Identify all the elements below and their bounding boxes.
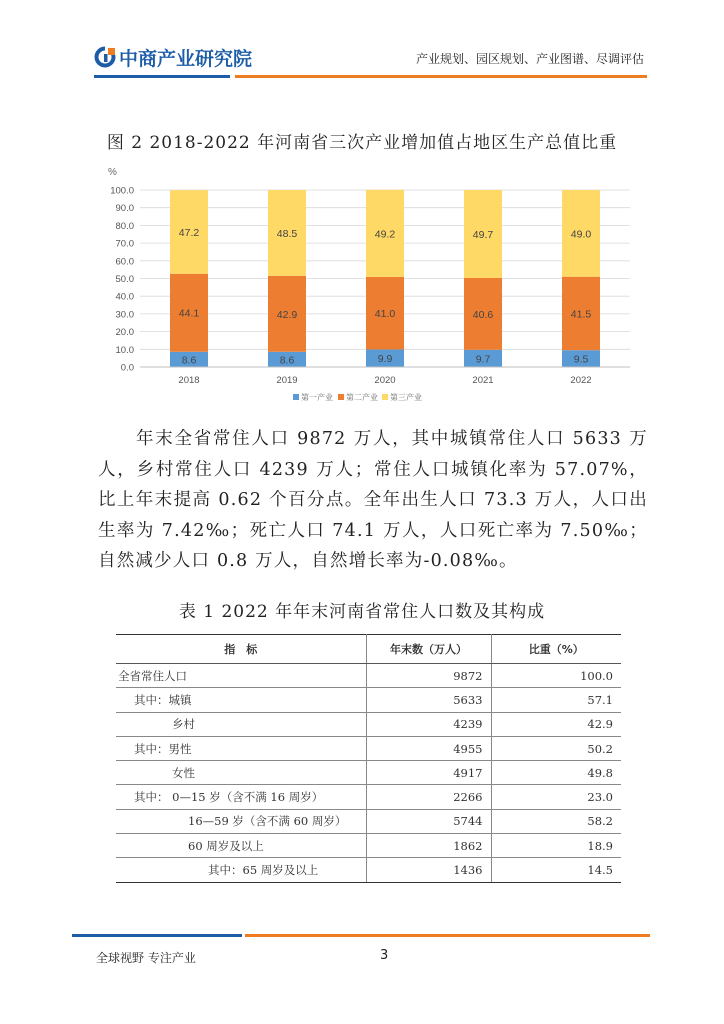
data-label: 8.6 xyxy=(279,354,295,367)
table-row xyxy=(116,834,621,858)
body-paragraph: 年末全省常住人口 9872 万人，其中城镇常住人口 5633 万人，乡村常住人口 4239 万人；常住人口城镇化率为 57.07%，比上年末提高 0.62 个百分点。全年出生人口 73.3 万人，人口出生率为 7.42‰；死亡人口 74.1 万人，人口死亡率为 7.50‰；自然减少人口 0.8 万人，自然增长率为-0.08‰。 xyxy=(98,429,648,571)
logo-icon xyxy=(94,46,116,68)
logo-text: 中商产业研究院 xyxy=(119,47,253,70)
row-label: 其中：城镇 xyxy=(116,688,366,712)
row-value: 9872 xyxy=(366,664,491,688)
header-indicator: 指 标 xyxy=(116,635,366,664)
table-caption: 表 1 2022 年年末河南省常住人口数及其构成 xyxy=(178,602,546,622)
y-tick-label: 80.0 xyxy=(115,220,134,232)
data-label: 47.2 xyxy=(178,226,200,239)
x-tick-label: 2021 xyxy=(472,375,494,386)
header-divider-blue xyxy=(94,75,230,78)
row-share: 58.2 xyxy=(491,809,621,833)
table-row xyxy=(116,761,621,785)
row-label: 其中：65 周岁及以上 xyxy=(116,858,366,882)
row-label: 女性 xyxy=(116,761,366,785)
row-value: 5633 xyxy=(366,688,491,712)
data-label: 41.5 xyxy=(570,308,592,321)
data-label: 49.7 xyxy=(472,228,494,241)
row-label: 乡村 xyxy=(116,712,366,736)
legend-label: 第三产业 xyxy=(390,393,422,402)
page-number: 3 xyxy=(380,948,389,963)
row-value: 4917 xyxy=(366,761,491,785)
row-share: 18.9 xyxy=(491,834,621,858)
legend-label: 第二产业 xyxy=(346,393,378,402)
x-tick-label: 2019 xyxy=(276,375,298,386)
y-tick-label: 90.0 xyxy=(115,203,134,215)
header-year-end-count: 年末数（万人） xyxy=(366,635,491,664)
legend-swatch-1 xyxy=(293,394,299,400)
header-tagline: 产业规划、园区规划、产业图谱、尽调评估 xyxy=(415,52,644,66)
row-share: 14.5 xyxy=(491,858,621,882)
figure-caption: 图 2 2018-2022 年河南省三次产业增加值占地区生产总值比重 xyxy=(106,133,618,153)
row-share: 50.2 xyxy=(491,736,621,760)
row-value: 1436 xyxy=(366,858,491,882)
x-tick-label: 2020 xyxy=(374,375,396,386)
y-tick-label: 100.0 xyxy=(110,185,134,197)
data-label: 42.9 xyxy=(276,308,298,321)
table-row xyxy=(116,664,621,688)
data-label: 8.6 xyxy=(181,354,197,367)
row-share: 100.0 xyxy=(491,664,621,688)
data-label: 44.1 xyxy=(178,307,200,320)
y-tick-label: 60.0 xyxy=(115,256,134,268)
row-label: 其中： 0—15 岁（含不满 16 周岁） xyxy=(116,785,366,809)
legend-swatch-2 xyxy=(338,394,344,400)
data-label: 41.0 xyxy=(374,308,396,321)
table-row xyxy=(116,809,621,833)
row-share: 57.1 xyxy=(491,688,621,712)
data-label: 9.9 xyxy=(377,353,393,366)
footer-divider-blue xyxy=(72,934,242,937)
row-label: 全省常住人口 xyxy=(116,664,366,688)
y-tick-label: 70.0 xyxy=(115,238,134,250)
y-tick-label: 0.0 xyxy=(120,362,134,374)
data-label: 49.0 xyxy=(570,228,592,241)
y-tick-label: 40.0 xyxy=(115,291,134,303)
legend-label: 第一产业 xyxy=(301,393,333,402)
data-label: 9.5 xyxy=(573,353,589,366)
row-share: 49.8 xyxy=(491,761,621,785)
company-logo xyxy=(94,44,252,70)
header-share: 比重（%） xyxy=(491,635,621,664)
population-table xyxy=(116,634,621,883)
data-label: 48.5 xyxy=(276,227,298,240)
row-value: 4955 xyxy=(366,736,491,760)
legend-swatch-3 xyxy=(382,394,388,400)
data-label: 9.7 xyxy=(475,353,491,366)
footer-divider-orange xyxy=(245,934,650,937)
table-row xyxy=(116,712,621,736)
row-label: 其中：男性 xyxy=(116,736,366,760)
stacked-bar-chart xyxy=(100,160,640,410)
x-tick-label: 2022 xyxy=(570,375,592,386)
row-value: 5744 xyxy=(366,809,491,833)
row-value: 1862 xyxy=(366,834,491,858)
table-row xyxy=(116,858,621,882)
row-value: 2266 xyxy=(366,785,491,809)
y-axis-label: % xyxy=(108,167,117,178)
table-row xyxy=(116,736,621,760)
data-label: 49.2 xyxy=(374,228,396,241)
y-tick-label: 10.0 xyxy=(115,344,134,356)
footer-slogan: 全球视野 专注产业 xyxy=(96,951,196,965)
row-value: 4239 xyxy=(366,712,491,736)
row-label: 60 周岁及以上 xyxy=(116,834,366,858)
row-share: 23.0 xyxy=(491,785,621,809)
row-share: 42.9 xyxy=(491,712,621,736)
table-row xyxy=(116,688,621,712)
header-divider-orange xyxy=(235,75,647,78)
table-header-row xyxy=(116,635,621,664)
y-tick-label: 20.0 xyxy=(115,327,134,339)
table-row xyxy=(116,785,621,809)
data-label: 40.6 xyxy=(472,308,494,321)
y-tick-label: 30.0 xyxy=(115,309,134,321)
row-label: 16—59 岁（含不满 60 周岁） xyxy=(116,809,366,833)
y-tick-label: 50.0 xyxy=(115,274,134,285)
x-tick-label: 2018 xyxy=(178,375,200,386)
